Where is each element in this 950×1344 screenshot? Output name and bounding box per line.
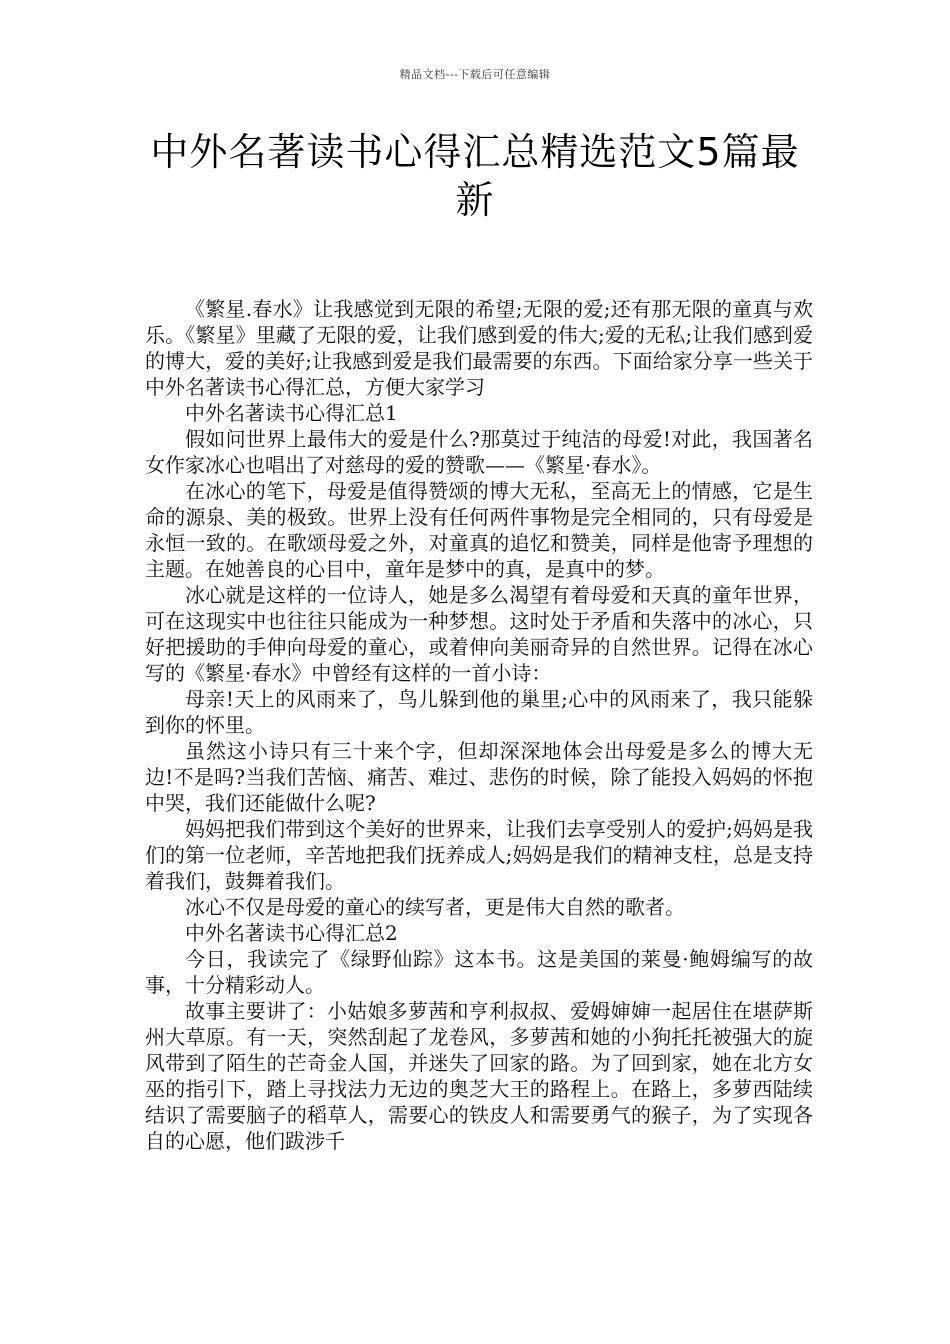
section-heading-1: 中外名著读书心得汇总1: [185, 401, 398, 425]
paragraph: 假如问世界上最伟大的爱是什么?那莫过于纯洁的母爱!对此，我国著名女作家冰心也唱出了对慈母的爱的赞歌——《繁星·春水》。: [145, 427, 813, 477]
section-heading-2: 中外名著读书心得汇总2: [185, 921, 398, 945]
header-note: 精品文档---下载后可任意编辑: [399, 68, 551, 81]
document-title: 中外名著读书心得汇总精选范文5篇最新: [150, 130, 800, 222]
poem-quote: 母亲!天上的风雨来了，鸟儿躲到他的巢里;心中的风雨来了，我只能躲到你的怀里。: [145, 687, 813, 737]
document-body: [145, 296, 813, 1154]
paragraph: 今日，我读完了《绿野仙踪》这本书。这是美国的莱曼·鲍姆编写的故事，十分精彩动人。: [145, 947, 813, 997]
paragraph: 在冰心的笔下，母爱是值得赞颂的博大无私，至高无上的情感，它是生命的源泉、美的极致。世界上没有任何两件事物是完全相同的，只有母爱是永恒一致的。在歌颂母爱之外，对童真的追忆和赞美，同样是他寄予理想的主题。在她善良的心目中，童年是梦中的真，是真中的梦。: [145, 479, 813, 581]
paragraph: 虽然这小诗只有三十来个字，但却深深地体会出母爱是多么的博大无边!不是吗?当我们苦恼、痛苦、难过、悲伤的时候，除了能投入妈妈的怀抱中哭，我们还能做什么呢?: [145, 739, 813, 815]
paragraph-intro: 《繁星.春水》让我感觉到无限的希望;无限的爱;还有那无限的童真与欢乐。《繁星》里藏了无限的爱，让我们感到爱的伟大;爱的无私;让我们感到爱的博大，爱的美好;让我感到爱是我们最需要的东西。下面给家分享一些关于中外名著读书心得汇总，方便大家学习: [145, 297, 813, 399]
paragraph: 冰心不仅是母爱的童心的续写者，更是伟大自然的歌者。: [185, 895, 685, 919]
paragraph: 冰心就是这样的一位诗人，她是多么渴望有着母爱和天真的童年世界，可在这现实中也往往只能成为一种梦想。这时处于矛盾和失落中的冰心，只好把援助的手伸向母爱的童心，或着伸向美丽奇异的自然世界。记得在冰心写的《繁星·春水》中曾经有这样的一首小诗：: [145, 583, 813, 685]
paragraph: 故事主要讲了：小姑娘多萝茜和亨利叔叔、爱姆婶婶一起居住在堪萨斯州大草原。有一天，突然刮起了龙卷风，多萝茜和她的小狗托托被强大的旋风带到了陌生的芒奇金人国，并迷失了回家的路。为了回到家，她在北方女巫的指引下，踏上寻找法力无边的奥芝大王的路程上。在路上，多萝西陆续结识了需要脑子的稻草人，需要心的铁皮人和需要勇气的猴子，为了实现各自的心愿，他们跋涉千: [145, 999, 813, 1153]
paragraph: 妈妈把我们带到这个美好的世界来，让我们去享受别人的爱护;妈妈是我们的第一位老师，辛苦地把我们抚养成人;妈妈是我们的精神支柱，总是支持着我们，鼓舞着我们。: [145, 817, 813, 893]
